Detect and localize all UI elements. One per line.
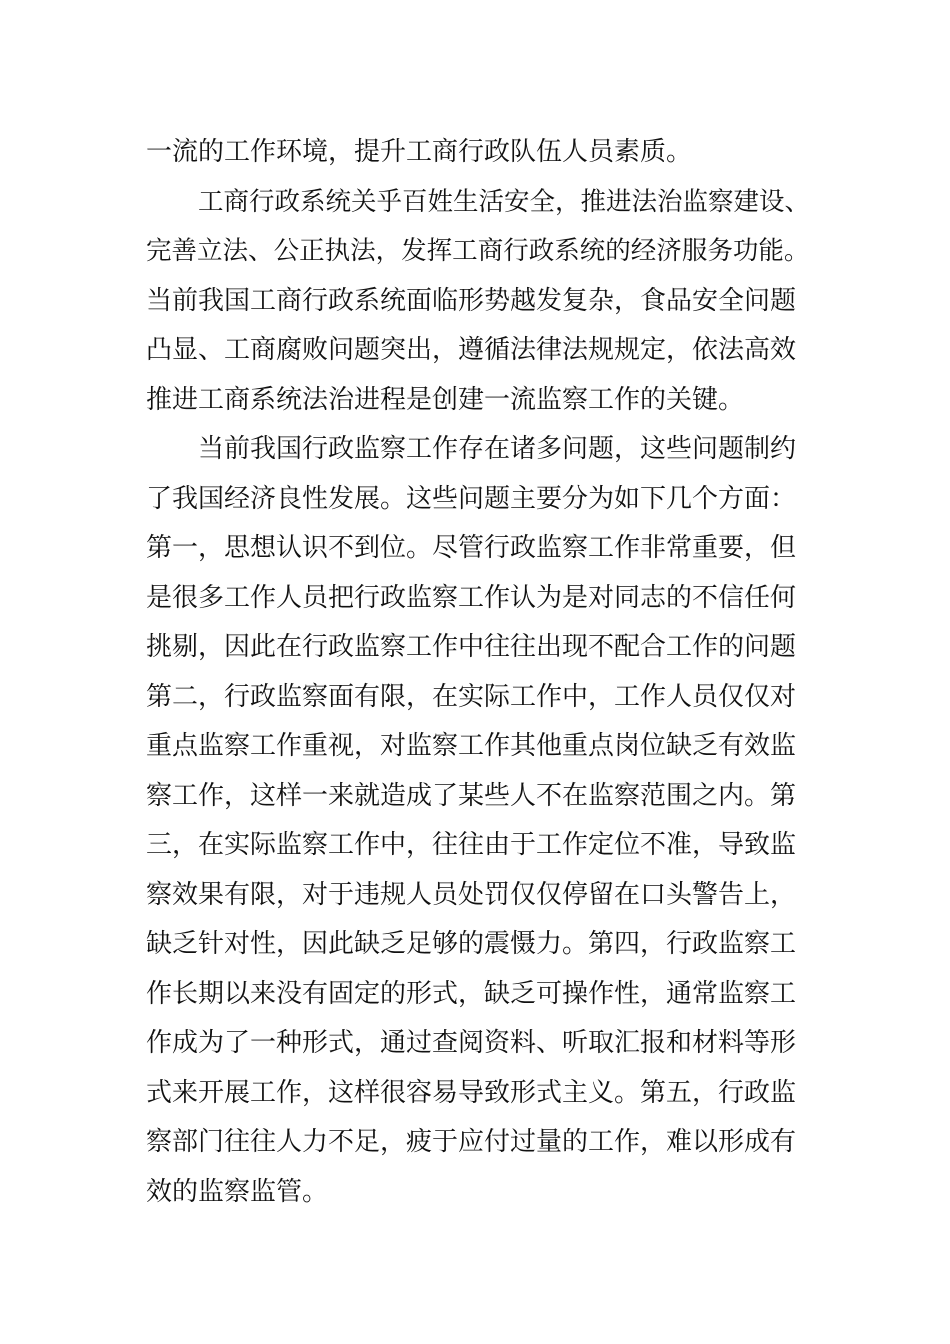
paragraph-line: 工商行政系统关乎百姓生活安全，推进法治监察建设、 (198, 186, 811, 217)
paragraph-line: 第二，行政监察面有限，在实际工作中，工作人员仅仅对 (146, 681, 797, 712)
paragraph-line: 完善立法、公正执法，发挥工商行政系统的经济服务功能。 (146, 236, 810, 266)
paragraph-2 (146, 178, 810, 426)
paragraph-line: 挑剔，因此在行政监察工作中往往出现不配合工作的问题 (146, 632, 797, 662)
paragraph-1 (146, 128, 810, 178)
paragraph-line: 重点监察工作重视，对监察工作其他重点岗位缺乏有效监 (146, 731, 797, 761)
paragraph-line: 一流的工作环境，提升工商行政队伍人员素质。 (146, 137, 693, 167)
paragraph-line: 了我国经济良性发展。这些问题主要分为如下几个方面： (146, 483, 797, 514)
paragraph-line: 效的监察监管。 (146, 1176, 329, 1207)
paragraph-line: 缺乏针对性，因此缺乏足够的震慑力。第四，行政监察工 (146, 929, 797, 959)
paragraph-line: 当前我国行政监察工作存在诸多问题，这些问题制约 (198, 434, 797, 464)
paragraph-line: 第一，思想认识不到位。尽管行政监察工作非常重要，但 (146, 533, 797, 563)
paragraph-3 (146, 425, 810, 1217)
paragraph-line: 察工作，这样一来就造成了某些人不在监察范围之内。第 (146, 780, 797, 811)
paragraph-line: 式来开展工作，这样很容易导致形式主义。第五，行政监 (146, 1077, 797, 1108)
paragraph-line: 凸显、工商腐败问题突出，遵循法律法规规定，依法高效 (146, 335, 797, 365)
paragraph-line: 推进工商系统法治进程是创建一流监察工作的关键。 (146, 384, 745, 415)
paragraph-line: 察效果有限，对于违规人员处罚仅仅停留在口头警告上， (146, 879, 797, 910)
paragraph-line: 作长期以来没有固定的形式，缺乏可操作性，通常监察工 (146, 978, 797, 1009)
paragraph-line: 作成为了一种形式，通过查阅资料、听取汇报和材料等形 (146, 1028, 797, 1058)
document-body (146, 128, 810, 1217)
paragraph-line: 当前我国工商行政系统面临形势越发复杂，食品安全问题 (146, 285, 797, 316)
paragraph-line: 是很多工作人员把行政监察工作认为是对同志的不信任何 (146, 582, 797, 613)
paragraph-line: 三，在实际监察工作中，往往由于工作定位不准，导致监 (146, 830, 797, 860)
paragraph-line: 察部门往往人力不足，疲于应付过量的工作，难以形成有 (146, 1127, 797, 1157)
